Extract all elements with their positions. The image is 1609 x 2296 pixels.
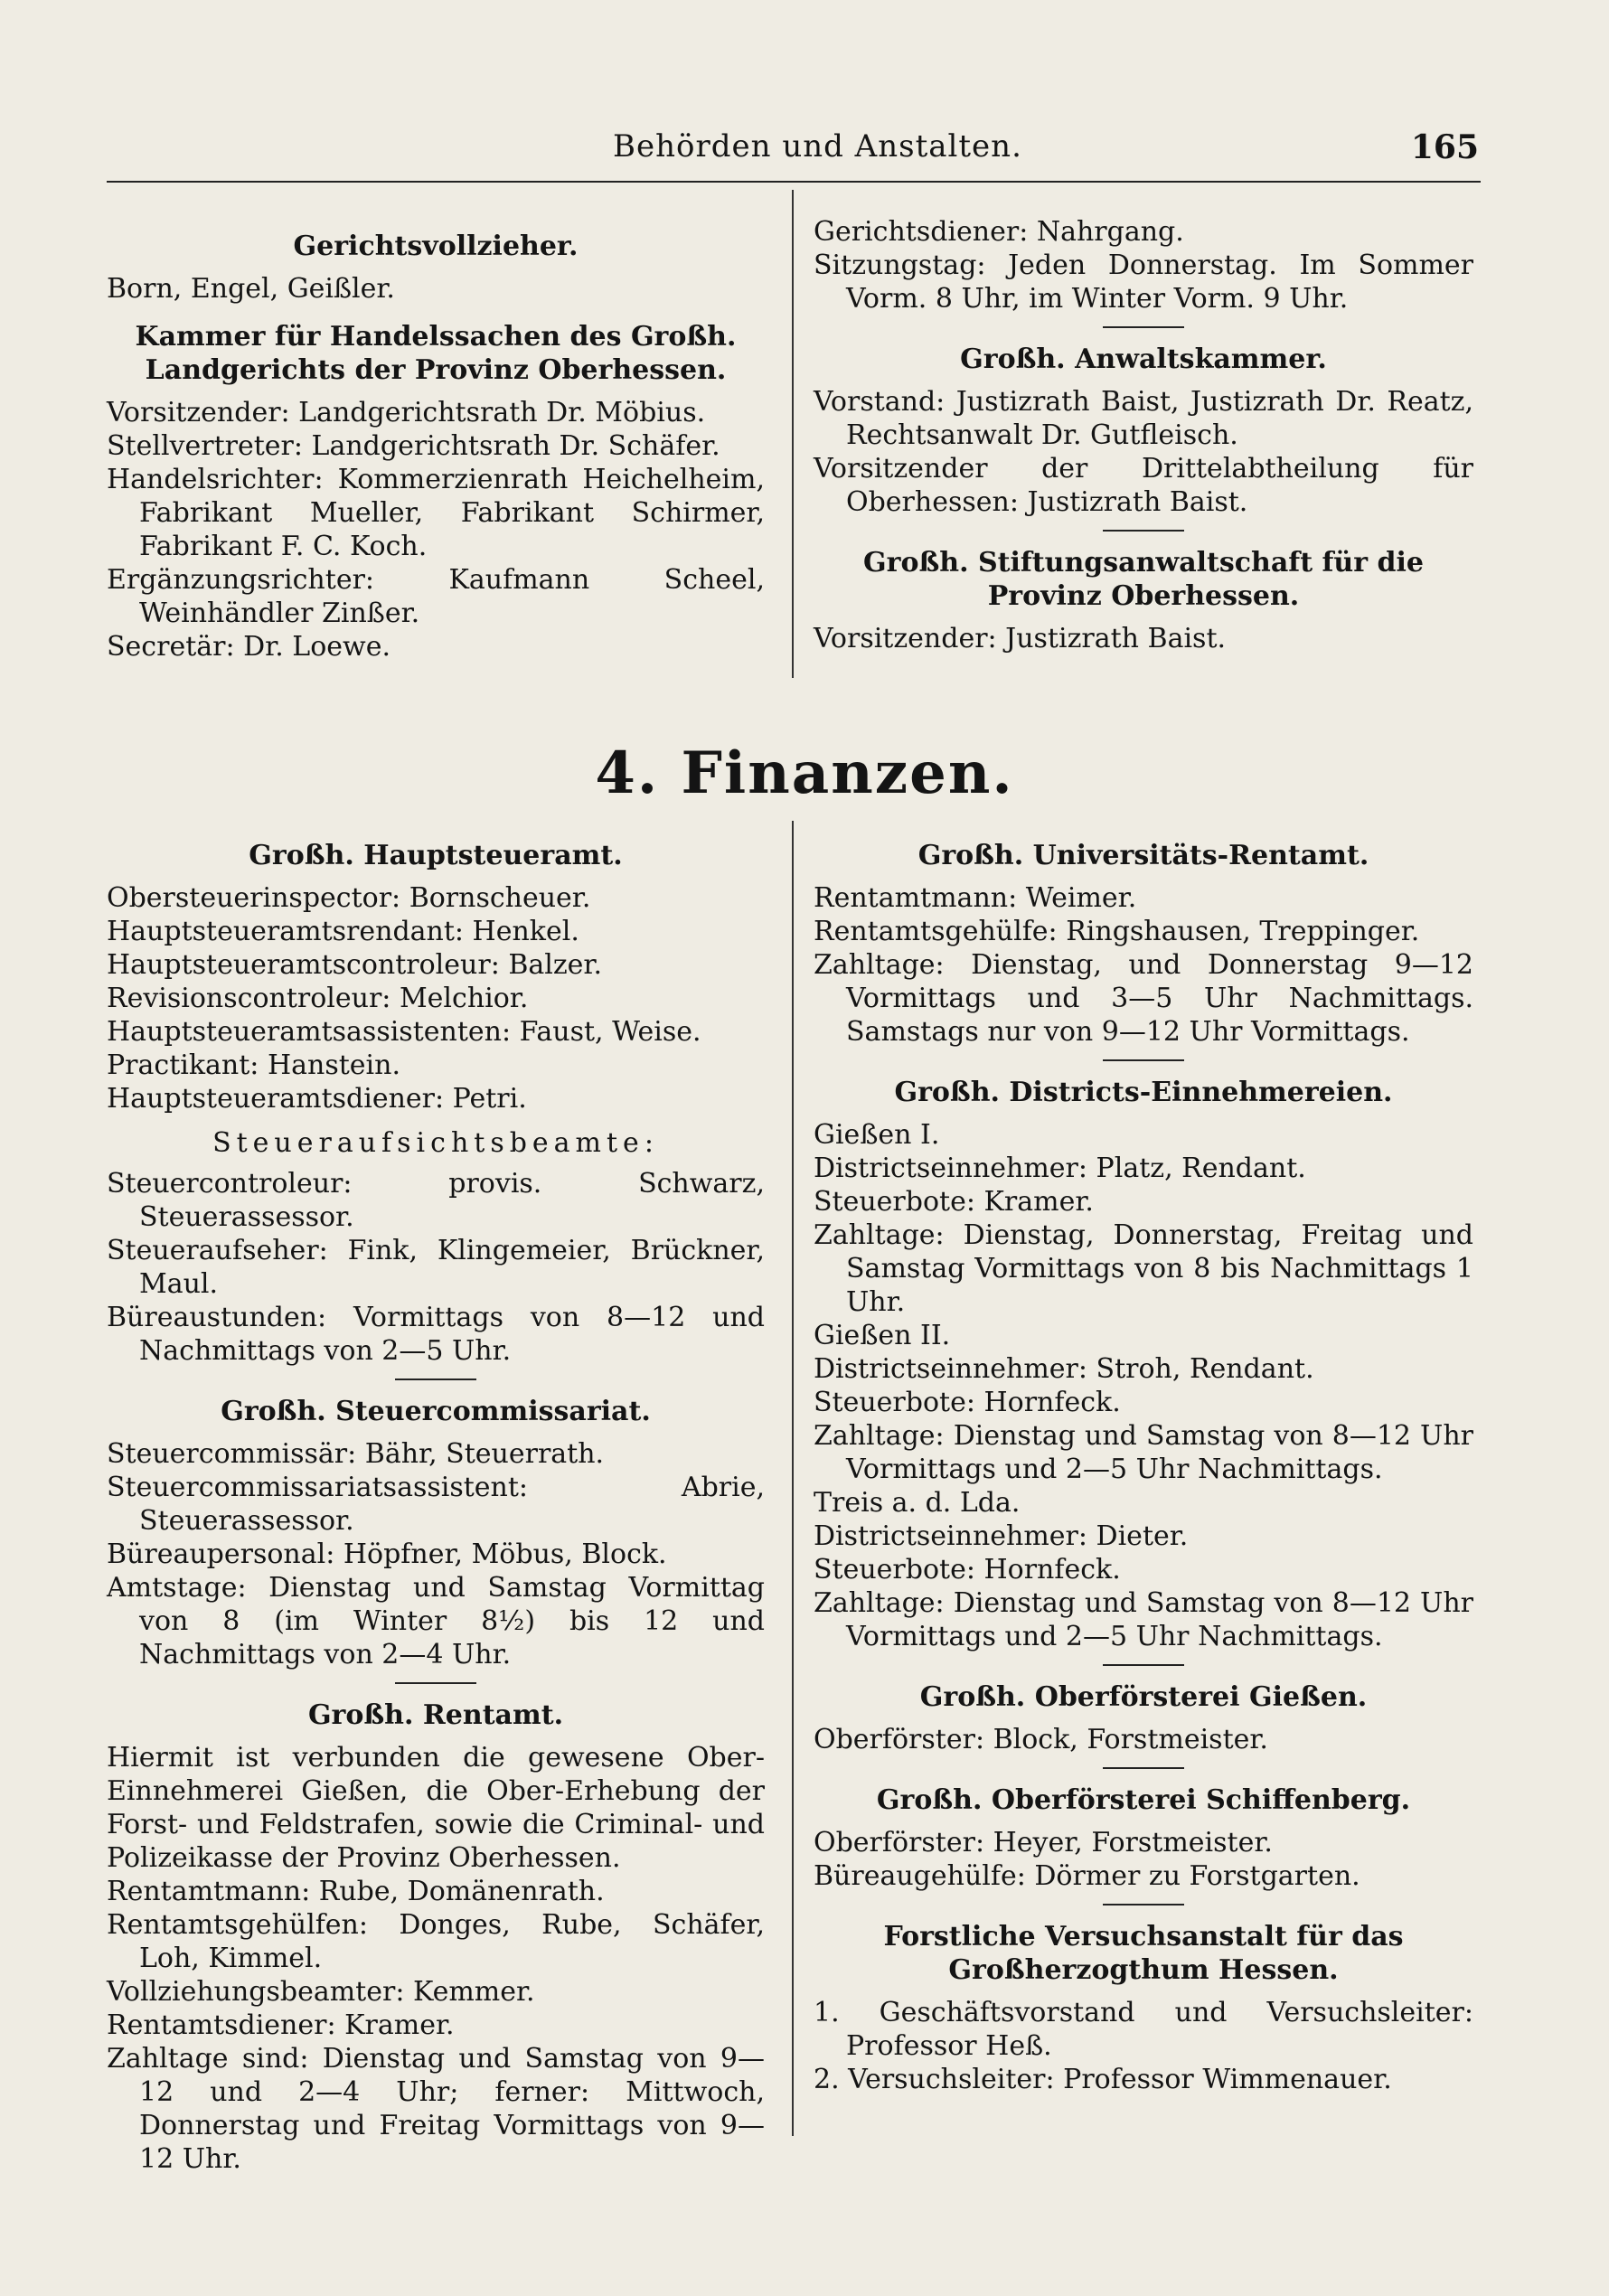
entry-line: Büreaupersonal: Höpfner, Möbus, Block. (107, 1539, 667, 1570)
entry-line: Hauptsteueramtsrendant: Henkel. (107, 916, 579, 947)
entry-line: Zahltage: Dienstag, und Donnerstag 9—12 Vormittags und 3—5 Uhr Nachmittags. Samstags nur von 9—12 Uhr Vormittags. (814, 949, 1473, 1048)
entry-line: Districtseinnehmer: Platz, Rendant. (814, 1153, 1306, 1184)
section-rule (1103, 326, 1184, 328)
entry-line: Hauptsteueramtsassistenten: Faust, Weise. (107, 1016, 701, 1048)
section-heading: Kammer für Handelssachen des Großh. Landgerichts der Provinz Oberhessen. (135, 321, 737, 386)
column-divider-bottom (792, 821, 794, 2136)
section-rule (1103, 1664, 1184, 1666)
section-rule (1103, 530, 1184, 532)
entry-line: Obersteuerinspector: Bornscheuer. (107, 882, 591, 914)
entry-line: Treis a. d. Lda. (814, 1487, 1021, 1519)
entry-line: Vorsitzender: Landgerichtsrath Dr. Möbius. (107, 397, 706, 428)
text-line: Born, Engel, Geißler. (107, 273, 395, 305)
entry-line: Rentamtsgehülfen: Donges, Rube, Schäfer, Loh, Kimmel. (107, 1909, 765, 1974)
entry-line: Revisionscontroleur: Melchior. (107, 983, 529, 1014)
entry-line: Oberförster: Block, Forstmeister. (814, 1724, 1268, 1755)
page-number: 165 (1410, 128, 1479, 166)
column-bottom-left (107, 824, 765, 2176)
section-rule (1103, 1059, 1184, 1061)
column-divider-top (792, 190, 794, 678)
column-bottom-right (814, 824, 1473, 2096)
section-heading: Großh. Rentamt. (307, 1699, 564, 1731)
section-heading: Großh. Steuercommissariat. (221, 1396, 651, 1427)
section-rule (395, 1682, 476, 1684)
section-rule (1103, 1767, 1184, 1769)
header-rule (107, 181, 1481, 183)
section-heading: Großh. Stiftungsanwaltschaft für die Provinz Oberhessen. (863, 547, 1424, 612)
entry-line: Hauptsteueramtscontroleur: Balzer. (107, 949, 602, 981)
entry-line: Zahltage: Dienstag und Samstag von 8—12 Uhr Vormittags und 2—5 Uhr Nachmittags. (814, 1587, 1473, 1652)
entry-line: Steuercommissariatsassistent: Abrie, Steuerassessor. (107, 1472, 765, 1537)
section-heading: Großh. Universitäts-Rentamt. (917, 840, 1369, 871)
entry-line: Zahltage: Dienstag, Donnerstag, Freitag und Samstag Vormittags von 8 bis Nachmittags 1 Uhr. (814, 1219, 1473, 1318)
entry-line: Vollziehungsbeamter: Kemmer. (107, 1976, 535, 2008)
entry-line: Vorsitzender der Drittelabtheilung für Oberhessen: Justizrath Baist. (814, 453, 1473, 518)
entry-line: Hauptsteueramtsdiener: Petri. (107, 1083, 527, 1115)
entry-line: Zahltage: Dienstag und Samstag von 8—12 Uhr Vormittags und 2—5 Uhr Nachmittags. (814, 1420, 1473, 1485)
section-heading: Forstliche Versuchsanstalt für das Großherzogthum Hessen. (883, 1921, 1404, 1986)
entry-line: Rentamtsdiener: Kramer. (107, 2009, 455, 2041)
entry-line: Vorsitzender: Justizrath Baist. (814, 623, 1227, 654)
entry-line: Gießen I. (814, 1119, 940, 1151)
paragraph: Hiermit ist verbunden die gewesene Ober-Einnehmerei Gießen, die Ober-Erhebung der Forst- und Feldstrafen, sowie die Criminal- und Polizeikasse der Provinz Oberhessen. (107, 1742, 765, 1874)
page-header (107, 128, 1481, 183)
section-rule (395, 1379, 476, 1380)
entry-line: Districtseinnehmer: Dieter. (814, 1520, 1189, 1552)
entry-line: 1. Geschäftsvorstand und Versuchsleiter: Professor Heß. (814, 1997, 1473, 2062)
section-heading: Gerichtsvollzieher. (293, 231, 579, 262)
entry-line: Steuerbote: Hornfeck. (814, 1554, 1121, 1586)
column-top-left (107, 215, 765, 663)
entry-line: Handelsrichter: Kommerzienrath Heichelheim, Fabrikant Mueller, Fabrikant Schirmer, Fabrikant F. C. Koch. (107, 464, 765, 562)
entry-line: Rentamtmann: Rube, Domänenrath. (107, 1876, 605, 1907)
entry-line: Rentamtsgehülfe: Ringshausen, Treppinger. (814, 916, 1420, 947)
entry-line: Büreaustunden: Vormittags von 8—12 und Nachmittags von 2—5 Uhr. (107, 1302, 765, 1367)
section-title: 4. Finanzen. (595, 739, 1014, 807)
entry-line: Oberförster: Heyer, Forstmeister. (814, 1827, 1273, 1858)
entry-line: Rentamtmann: Weimer. (814, 882, 1137, 914)
column-top-right (814, 215, 1473, 655)
entry-line: Practikant: Hanstein. (107, 1049, 400, 1081)
entry-line: Ergänzungsrichter: Kaufmann Scheel, Weinhändler Zinßer. (107, 564, 765, 629)
entry-line: Gießen II. (814, 1320, 951, 1351)
entry-line: Büreaugehülfe: Dörmer zu Forstgarten. (814, 1860, 1360, 1892)
section-heading: Großh. Districts-Einnehmereien. (894, 1077, 1393, 1108)
entry-line: Steuerbote: Kramer. (814, 1186, 1094, 1218)
running-title: Behörden und Anstalten. (613, 128, 1022, 165)
entry-line: Vorstand: Justizrath Baist, Justizrath Dr. Reatz, Rechtsanwalt Dr. Gutfleisch. (814, 386, 1473, 451)
entry-line: Districtseinnehmer: Stroh, Rendant. (814, 1353, 1314, 1385)
entry-line: Steuercommissär: Bähr, Steuerrath. (107, 1438, 605, 1470)
section-heading: Großh. Anwaltskammer. (960, 343, 1327, 375)
entry-line: Steuerbote: Hornfeck. (814, 1387, 1121, 1418)
entry-line: Stellvertreter: Landgerichtsrath Dr. Schäfer. (107, 430, 720, 462)
entry-line: Gerichtsdiener: Nahrgang. (814, 216, 1184, 248)
entry-line: 2. Versuchsleiter: Professor Wimmenauer. (814, 2064, 1392, 2095)
entry-line: Zahltage sind: Dienstag und Samstag von 9—12 und 2—4 Uhr; ferner: Mittwoch, Donnerstag und Freitag Vormittags von 9—12 Uhr. (107, 2043, 765, 2175)
section-rule (1103, 1904, 1184, 1905)
entry-line: Steueraufseher: Fink, Klingemeier, Brückner, Maul. (107, 1235, 765, 1300)
section-heading: Großh. Hauptsteueramt. (249, 840, 623, 871)
section-heading: Großh. Oberförsterei Schiffenberg. (876, 1784, 1411, 1816)
entry-line: Amtstage: Dienstag und Samstag Vormittag von 8 (im Winter 8½) bis 12 und Nachmittags von 2—4 Uhr. (107, 1572, 765, 1670)
section-heading: Großh. Oberförsterei Gießen. (919, 1681, 1368, 1713)
subsection-heading: Steueraufsichtsbeamte: (212, 1127, 659, 1159)
entry-line: Steuercontroleur: provis. Schwarz, Steuerassessor. (107, 1168, 765, 1233)
entry-line: Sitzungstag: Jeden Donnerstag. Im Sommer Vorm. 8 Uhr, im Winter Vorm. 9 Uhr. (814, 249, 1473, 315)
entry-line: Secretär: Dr. Loewe. (107, 631, 391, 663)
